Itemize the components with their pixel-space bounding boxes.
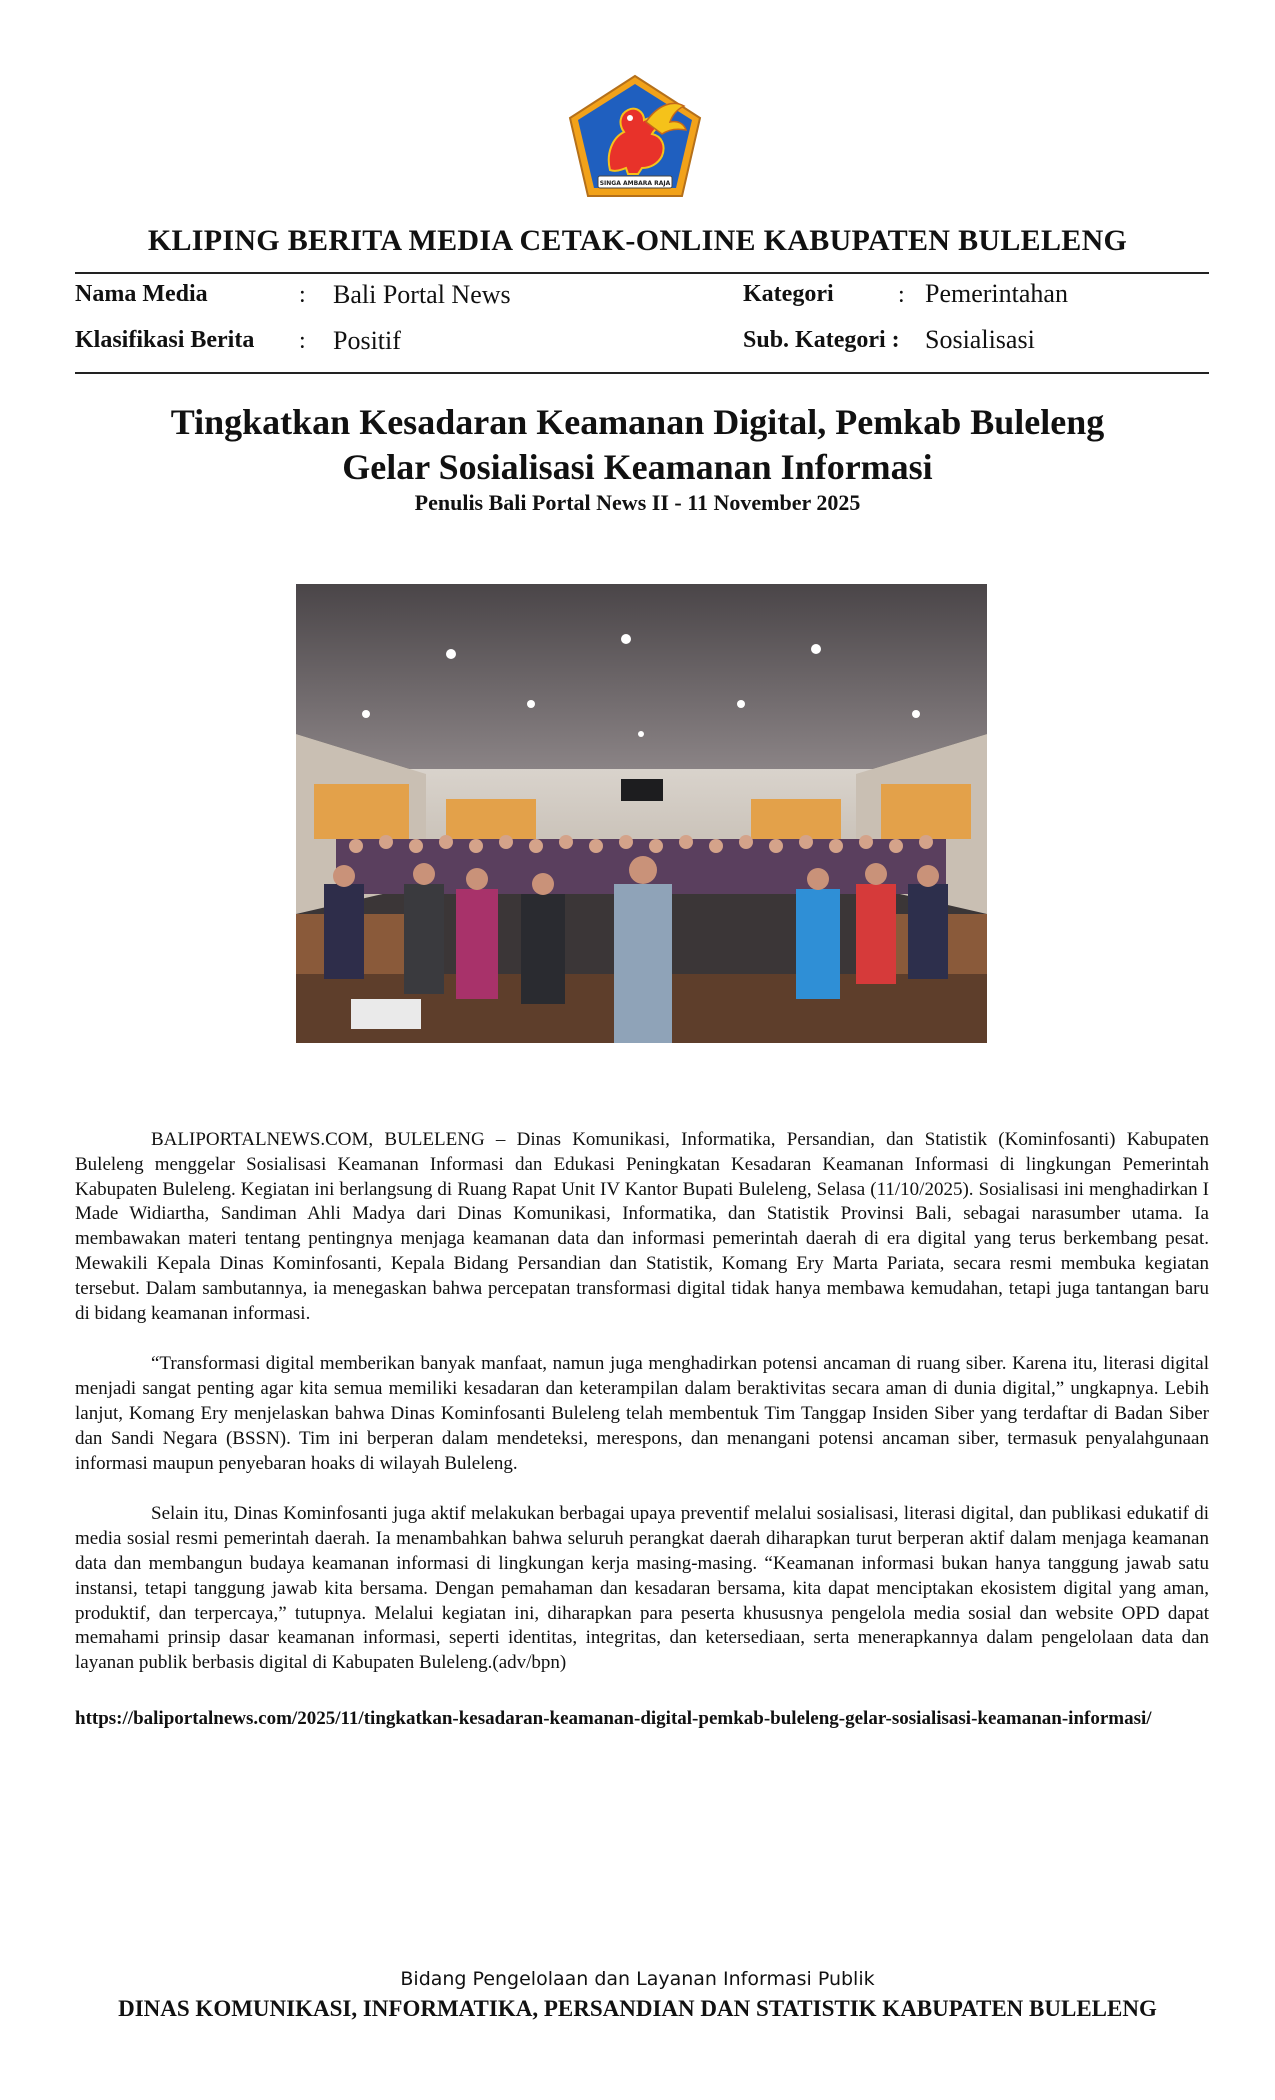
bottom-divider (75, 372, 1209, 374)
document-title: KLIPING BERITA MEDIA CETAK-ONLINE KABUPATEN BULELENG (147, 224, 1128, 257)
subkategori-label: Sub. Kategori : (743, 327, 900, 353)
kategori-colon: : (898, 282, 905, 308)
window-right (881, 784, 971, 839)
source-url-link[interactable]: https://baliportalnews.com/2025/11/tingkatkan-kesadaran-keamanan-digital-pemkab-buleleng-gelar-sosialisasi-keamanan-informasi/ (75, 1708, 1152, 1729)
media-value: Bali Portal News (333, 280, 511, 309)
buleleng-crest-logo (566, 74, 704, 200)
event-photo (296, 584, 987, 1043)
kategori-label: Kategori (743, 281, 834, 307)
headline-line-1: Tingkatkan Kesadaran Keamanan Digital, Pemkab Buleleng (170, 402, 1105, 442)
window-center-right (751, 799, 841, 839)
media-label: Nama Media (75, 281, 208, 307)
top-divider (75, 272, 1209, 274)
klasifikasi-colon: : (299, 328, 306, 354)
article-byline: Penulis Bali Portal News II - 11 November 2025 (414, 490, 861, 515)
article-headline (0, 400, 1275, 490)
headline-line-2: Gelar Sosialisasi Keamanan Informasi (342, 447, 933, 487)
article-paragraph-1: BALIPORTALNEWS.COM, BULELENG – Dinas Komunikasi, Informatika, Persandian, dan Statistik (Kominfosanti) Kabupaten Buleleng menggelar Sosialisasi Keamanan Informasi dan Edukasi Peningkatan Kesadaran Keamanan Informasi di lingkungan Pemerintah Kabupaten Buleleng. Kegiatan ini berlangsung di Ruang Rapat Unit IV Kantor Bupati Buleleng, Selasa (11/10/2025). Sosialisasi ini menghadirkan I Made Widiartha, Sandiman Ahli Madya dari Dinas Komunikasi, Informatika, dan Statistik Provinsi Bali, sebagai narasumber utama. Ia membawakan materi tentang pentingnya menjaga keamanan data dan informasi pemerintah daerah di era digital yang terus berkembang pesat. Mewakili Kepala Dinas Kominfosanti, Kepala Bidang Persandian dan Statistik, Komang Ery Marta Pariata, secara resmi membuka kegiatan tersebut. Dalam sambutannya, ia menegaskan bahwa percepatan transformasi digital tidak hanya membawa kemudahan, tetapi juga tantangan baru di bidang keamanan informasi. (75, 1129, 1209, 1324)
article-body (75, 1128, 1209, 1702)
kategori-value: Pemerintahan (925, 279, 1068, 308)
klasifikasi-label: Klasifikasi Berita (75, 327, 255, 353)
article-paragraph-2: “Transformasi digital memberikan banyak manfaat, namun juga menghadirkan potensi ancaman di ruang siber. Karena itu, literasi digital menjadi sangat penting agar kita semua memiliki kesadaran dan keterampilan dalam beraktivitas secara aman di dunia digital,” ungkapnya. Lebih lanjut, Komang Ery menjelaskan bahwa Dinas Kominfosanti Buleleng telah membentuk Tim Tanggap Insiden Siber yang terdaftar di Badan Siber dan Sandi Negara (BSSN). Tim ini berperan dalam mendeteksi, merespons, dan menangani potensi ancaman siber, termasuk penyalahgunaan informasi maupun penyebaran hoaks di wilayah Buleleng. (75, 1353, 1209, 1474)
klasifikasi-value: Positif (333, 326, 401, 355)
desk-equipment (351, 999, 421, 1029)
footer-agency: DINAS KOMUNIKASI, INFORMATIKA, PERSANDIAN DAN STATISTIK KABUPATEN BULELENG (118, 1996, 1157, 2021)
article-paragraph-3: Selain itu, Dinas Kominfosanti juga aktif melakukan berbagai upaya preventif melalui sosialisasi, literasi digital, dan publikasi edukatif di media sosial resmi pemerintah daerah. Ia menambahkan bahwa seluruh perangkat daerah diharapkan turut berperan aktif dalam menjaga keamanan data dan membangun budaya keamanan informasi di lingkungan kerja masing-masing. “Keamanan informasi bukan hanya tanggung jawab satu instansi, tetapi tanggung jawab kita bersama. Dengan pemahaman dan kesadaran bersama, kita dapat menciptakan ekosistem digital yang aman, produktif, dan terpercaya,” tutupnya. Melalui kegiatan ini, diharapkan para peserta khususnya pengelola media sosial dan website OPD dapat memahami prinsip dasar keamanan informasi, seperti identitas, integritas, dan ketersediaan, serta menerapkannya dalam pengelolaan data dan layanan publik berbasis digital di Kabupaten Buleleng.(adv/bpn) (75, 1503, 1209, 1674)
footer-unit: Bidang Pengelolaan dan Layanan Informasi Publik (400, 1968, 875, 1990)
wall-tv (621, 779, 663, 801)
subkategori-value: Sosialisasi (925, 325, 1035, 354)
media-colon: : (299, 282, 306, 308)
window-left (314, 784, 409, 839)
logo-motto: SINGA AMBARA RAJA (599, 180, 671, 187)
